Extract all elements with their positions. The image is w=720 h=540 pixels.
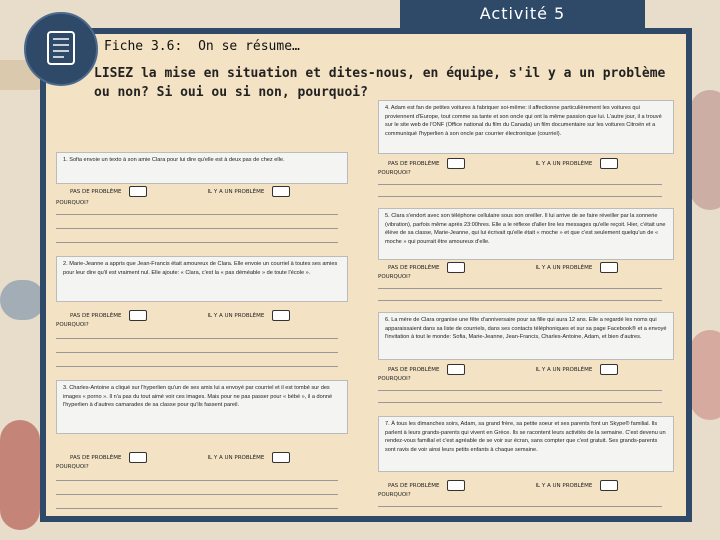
fiche-number: Fiche 3.6: — [104, 39, 183, 54]
answer-line — [56, 228, 338, 229]
story-text: 3. Charles-Antoine a cliqué sur l'hyperlien qu'un de ses amis lui a envoyé par courriel et il est tombé sur des images « porno ». Il n'a pas du tout aimé voir ces images. Mais pour ne pas passer pour « bébé », il a donné l'hyperlien à d'autres camarades de sa classe pour qu'ils fassent pareil. — [63, 385, 333, 409]
book-icon — [24, 12, 98, 86]
why-label: POURQUOI? — [378, 376, 411, 382]
answer-line — [378, 506, 662, 507]
no-problem-checkbox[interactable] — [447, 364, 465, 375]
no-problem-label: PAS DE PROBLÈME — [70, 188, 122, 195]
story-card-6 — [378, 312, 674, 360]
fiche-title: On se résume… — [198, 39, 300, 54]
answer-line — [56, 338, 338, 339]
answer-line — [378, 300, 662, 301]
background-stroke — [690, 330, 720, 420]
answer-line — [56, 494, 338, 495]
no-problem-checkbox[interactable] — [129, 310, 147, 321]
problem-label: IL Y A UN PROBLÈME — [535, 160, 593, 167]
problem-label: IL Y A UN PROBLÈME — [207, 188, 265, 195]
story-card-1 — [56, 152, 348, 184]
answer-row-4 — [388, 158, 618, 169]
no-problem-checkbox[interactable] — [447, 158, 465, 169]
problem-checkbox[interactable] — [272, 452, 290, 463]
story-card-2 — [56, 256, 348, 302]
answer-line — [378, 288, 662, 289]
answer-line — [378, 196, 662, 197]
story-card-7 — [378, 416, 674, 472]
answer-line — [378, 184, 662, 185]
problem-checkbox[interactable] — [600, 158, 618, 169]
answer-line — [378, 402, 662, 403]
no-problem-checkbox[interactable] — [447, 480, 465, 491]
problem-checkbox[interactable] — [600, 364, 618, 375]
problem-label: IL Y A UN PROBLÈME — [207, 454, 265, 461]
problem-label: IL Y A UN PROBLÈME — [207, 312, 265, 319]
no-problem-label: PAS DE PROBLÈME — [70, 454, 122, 461]
answer-line — [56, 352, 338, 353]
fiche-heading — [98, 36, 404, 58]
story-card-5 — [378, 208, 674, 260]
no-problem-checkbox[interactable] — [129, 452, 147, 463]
why-label: POURQUOI? — [56, 464, 89, 470]
activity-title: Activité 5 — [400, 0, 645, 28]
story-text: 5. Clara s'endort avec son téléphone cellulaire sous son oreiller. Il lui arrive de se faire réveiller par la sonnerie (vibration), parfois même après 23:00hres. Elle a le réflexe d'aller lire les messages qu'elle reçoit. Hier, c'était une élève de sa classe, Marie-Jeanne, qui lui écrivait qu'elle était « moche » et que c'est seulement quelqu'un de « moche » qui pourrait être amoureux d'elle. — [385, 213, 666, 245]
background-stroke — [690, 90, 720, 210]
problem-label: IL Y A UN PROBLÈME — [535, 264, 593, 271]
problem-checkbox[interactable] — [272, 310, 290, 321]
answer-row-3 — [70, 452, 290, 463]
why-label: POURQUOI? — [378, 170, 411, 176]
story-text: 1. Sofia envoie un texto à son amie Clara pour lui dire qu'elle est à deux pas de chez elle. — [63, 157, 285, 163]
answer-line — [56, 366, 338, 367]
answer-row-2 — [70, 310, 290, 321]
answer-line — [56, 480, 338, 481]
answer-row-7 — [388, 480, 618, 491]
story-text: 7. À tous les dimanches soirs, Adam, sa grand frère, sa petite soeur et ses parents font un Skype® familial. Ils parlent à leurs grands-parents qui vivent en Grèce. Ils se racontent leurs activités de la semaine. C'est devenu un rendez-vous familial et c'est agréable de se voir sur écran, sans compter que c'est gratuit. Ses grands-parents sont ravis de voir ainsi leurs petits enfants à chaque semaine. — [385, 421, 666, 453]
answer-line — [56, 242, 338, 243]
story-card-3 — [56, 380, 348, 434]
why-label: POURQUOI? — [56, 322, 89, 328]
no-problem-label: PAS DE PROBLÈME — [388, 160, 440, 167]
problem-checkbox[interactable] — [600, 262, 618, 273]
story-card-4 — [378, 100, 674, 154]
story-text: 6. La mère de Clara organise une fête d'anniversaire pour sa fille qui aura 12 ans. Elle a regardé les noms qui apparaissaient dans sa liste de courriels, dans ses contacts téléphoniques et sur sa page Facebook® et a envoyé l'invitation à tout le monde: Sofia, Marie-Jeanne, Jean-Francis, Charles-Antoine, Adam, et bien d'autres. — [385, 317, 667, 341]
answer-row-5 — [388, 262, 618, 273]
background-stroke — [0, 280, 45, 320]
no-problem-label: PAS DE PROBLÈME — [388, 366, 440, 373]
problem-checkbox[interactable] — [600, 480, 618, 491]
no-problem-checkbox[interactable] — [447, 262, 465, 273]
problem-checkbox[interactable] — [272, 186, 290, 197]
why-label: POURQUOI? — [56, 200, 89, 206]
instruction-text: LISEZ la mise en situation et dites-nous, en équipe, s'il y a un problème ou non? Si oui ou si non, pourquoi? — [94, 66, 666, 100]
answer-row-6 — [388, 364, 618, 375]
story-text: 2. Marie-Jeanne a appris que Jean-Francis était amoureux de Clara. Elle envoie un courriel à toutes ses amies pour leur dire qu'il est vraiment nul. Elle ajoute: « Clara, c'est la « pas déméable » de toute l'école ». — [63, 261, 338, 276]
problem-label: IL Y A UN PROBLÈME — [535, 482, 593, 489]
answer-row-1 — [70, 186, 290, 197]
why-label: POURQUOI? — [378, 492, 411, 498]
no-problem-label: PAS DE PROBLÈME — [388, 264, 440, 271]
no-problem-label: PAS DE PROBLÈME — [388, 482, 440, 489]
background-stroke — [0, 420, 40, 530]
story-text: 4. Adam est fan de petites voitures à fabriquer soi-même: il affectionne particulièrement les voitures qui proviennent d'Europe, tout comme sa tante et son oncle qui ont la même passion que lui. L'autre jour, il a trouvé sur le site web de l'ONF (Office national du film du Canada) un film documentaire sur les voitures Citroën et a communiqué l'hyperlien à son oncle par courrier électronique (courriel). — [385, 105, 662, 137]
why-label: POURQUOI? — [378, 274, 411, 280]
answer-line — [378, 390, 662, 391]
no-problem-checkbox[interactable] — [129, 186, 147, 197]
problem-label: IL Y A UN PROBLÈME — [535, 366, 593, 373]
answer-line — [56, 214, 338, 215]
no-problem-label: PAS DE PROBLÈME — [70, 312, 122, 319]
answer-line — [56, 508, 338, 509]
